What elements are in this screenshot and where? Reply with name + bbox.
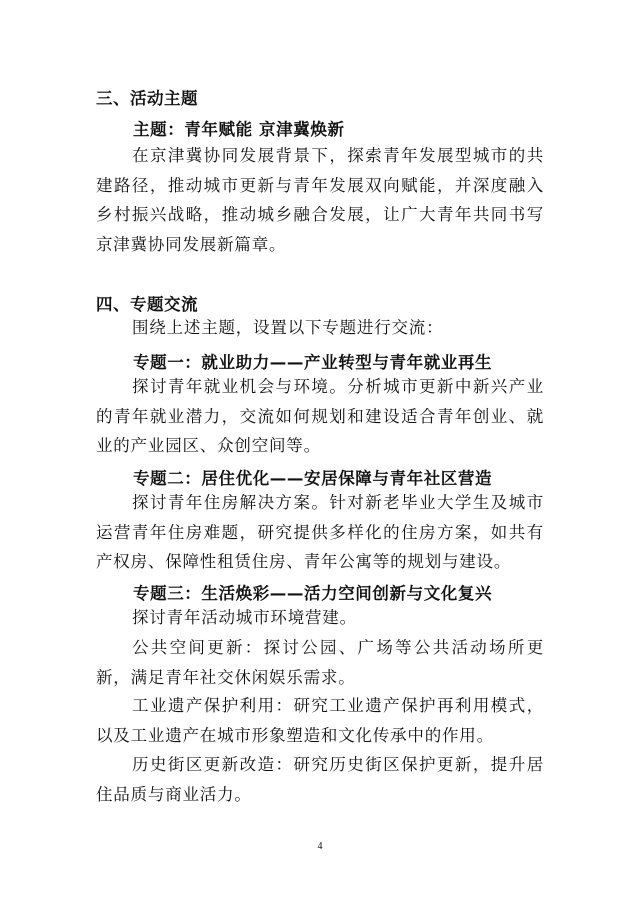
section-4-heading: 四、专题交流 (96, 295, 198, 314)
theme-line: 主题：青年赋能 京津冀焕新 (133, 120, 345, 139)
section-3-paragraph: 在京津冀协同发展背景下，探索青年发展型城市的共建路径，推动城市更新与青年发展双向赋能，并深度融入乡村振兴战略，推动城乡融合发展，让广大青年共同书写京津冀协同发展新篇章。 (96, 146, 544, 254)
page-number: 4 (317, 841, 323, 852)
topic-3-paragraph: 探讨青年活动城市环境营建。 (132, 608, 357, 627)
topic-3-item-historic-district: 历史街区更新改造：研究历史街区保护更新，提升居住品质与商业活力。 (96, 755, 544, 804)
topic-3-item-industrial-heritage: 工业遗产保护利用：研究工业遗产保护再利用模式，以及工业遗产在城市形象塑造和文化传承中的作用。 (96, 696, 544, 745)
topic-3-item-public-space: 公共空间更新：探讨公园、广场等公共活动场所更新，满足青年社交休闲娱乐需求。 (96, 638, 544, 687)
topic-3-title: 专题三：生活焕彩——活力空间创新与文化复兴 (133, 584, 493, 603)
section-4-intro: 围绕上述主题，设置以下专题进行交流： (132, 318, 444, 337)
topic-2-title: 专题二：居住优化——安居保障与青年社区营造 (133, 469, 493, 488)
topic-1-title: 专题一：就业助力——产业转型与青年就业再生 (133, 353, 493, 372)
topic-1-paragraph: 探讨青年就业机会与环境。分析城市更新中新兴产业的青年就业潜力，交流如何规划和建设适合青年创业、就业的产业园区、众创空间等。 (96, 377, 544, 456)
section-3-heading: 三、活动主题 (96, 89, 198, 108)
topic-2-paragraph: 探讨青年住房解决方案。针对新老毕业大学生及城市运营青年住房难题，研究提供多样化的住房方案，如共有产权房、保障性租赁住房、青年公寓等的规划与建设。 (96, 493, 544, 572)
